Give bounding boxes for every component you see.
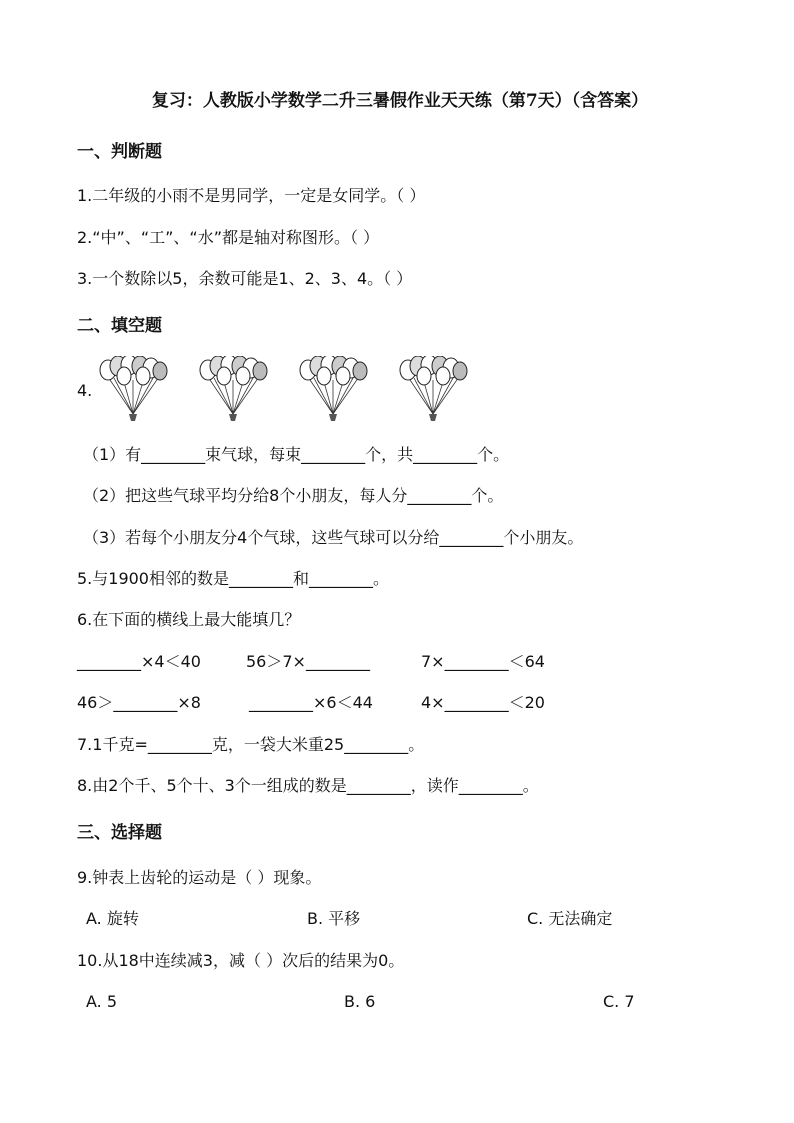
question-4-part-3: （3）若每个小朋友分4个气球，这些气球可以分给________个小朋友。 — [83, 528, 584, 547]
question-4-part-1: （1）有________束气球，每束________个，共________个。 — [83, 445, 510, 464]
question-4-part-2: （2）把这些气球平均分给8个小朋友，每人分________个。 — [83, 486, 504, 505]
question-9-option-c: C. 无法确定 — [527, 909, 613, 928]
question-1: 1.二年级的小雨不是男同学，一定是女同学。（ ） — [77, 186, 426, 205]
question-6-stem: 6.在下面的横线上最大能填几？ — [77, 610, 301, 629]
question-7: 7.1千克=________克，一袋大米重25________。 — [77, 735, 425, 754]
question-6-item: 7×________＜64 — [421, 652, 545, 671]
balloon-bunches-image — [96, 356, 486, 426]
question-9-option-b: B. 平移 — [307, 909, 361, 928]
question-10-option-c: C. 7 — [603, 992, 635, 1011]
question-3: 3.一个数除以5，余数可能是1、2、3、4。（ ） — [77, 269, 413, 288]
section-multiple-choice: 三、选择题 — [77, 823, 162, 843]
question-2: 2.“中”、“工”、“水”都是轴对称图形。（ ） — [77, 228, 380, 247]
question-6-item: ________×6＜44 — [249, 693, 373, 712]
question-4-number: 4. — [77, 381, 93, 400]
page-title: 复习：人教版小学数学二升三暑假作业天天练（第7天）（含答案） — [151, 91, 649, 111]
question-10-option-b: B. 6 — [344, 992, 376, 1011]
question-5: 5.与1900相邻的数是________和________。 — [77, 569, 389, 588]
question-10-stem: 10.从18中连续减3，减（ ）次后的结果为0。 — [77, 951, 405, 970]
question-8: 8.由2个千、5个十、3个一组成的数是________，读作________。 — [77, 776, 539, 795]
section-fill-blank: 二、填空题 — [77, 316, 162, 336]
section-true-false: 一、判断题 — [77, 142, 162, 162]
question-10-option-a: A. 5 — [86, 992, 118, 1011]
question-6-item: 46＞________×8 — [77, 693, 201, 712]
question-6-item: ________×4＜40 — [77, 652, 201, 671]
question-6-item: 4×________＜20 — [421, 693, 545, 712]
question-6-item: 56＞7×________ — [246, 652, 370, 671]
question-9-option-a: A. 旋转 — [86, 909, 139, 928]
question-9-stem: 9.钟表上齿轮的运动是（ ）现象。 — [77, 868, 322, 887]
